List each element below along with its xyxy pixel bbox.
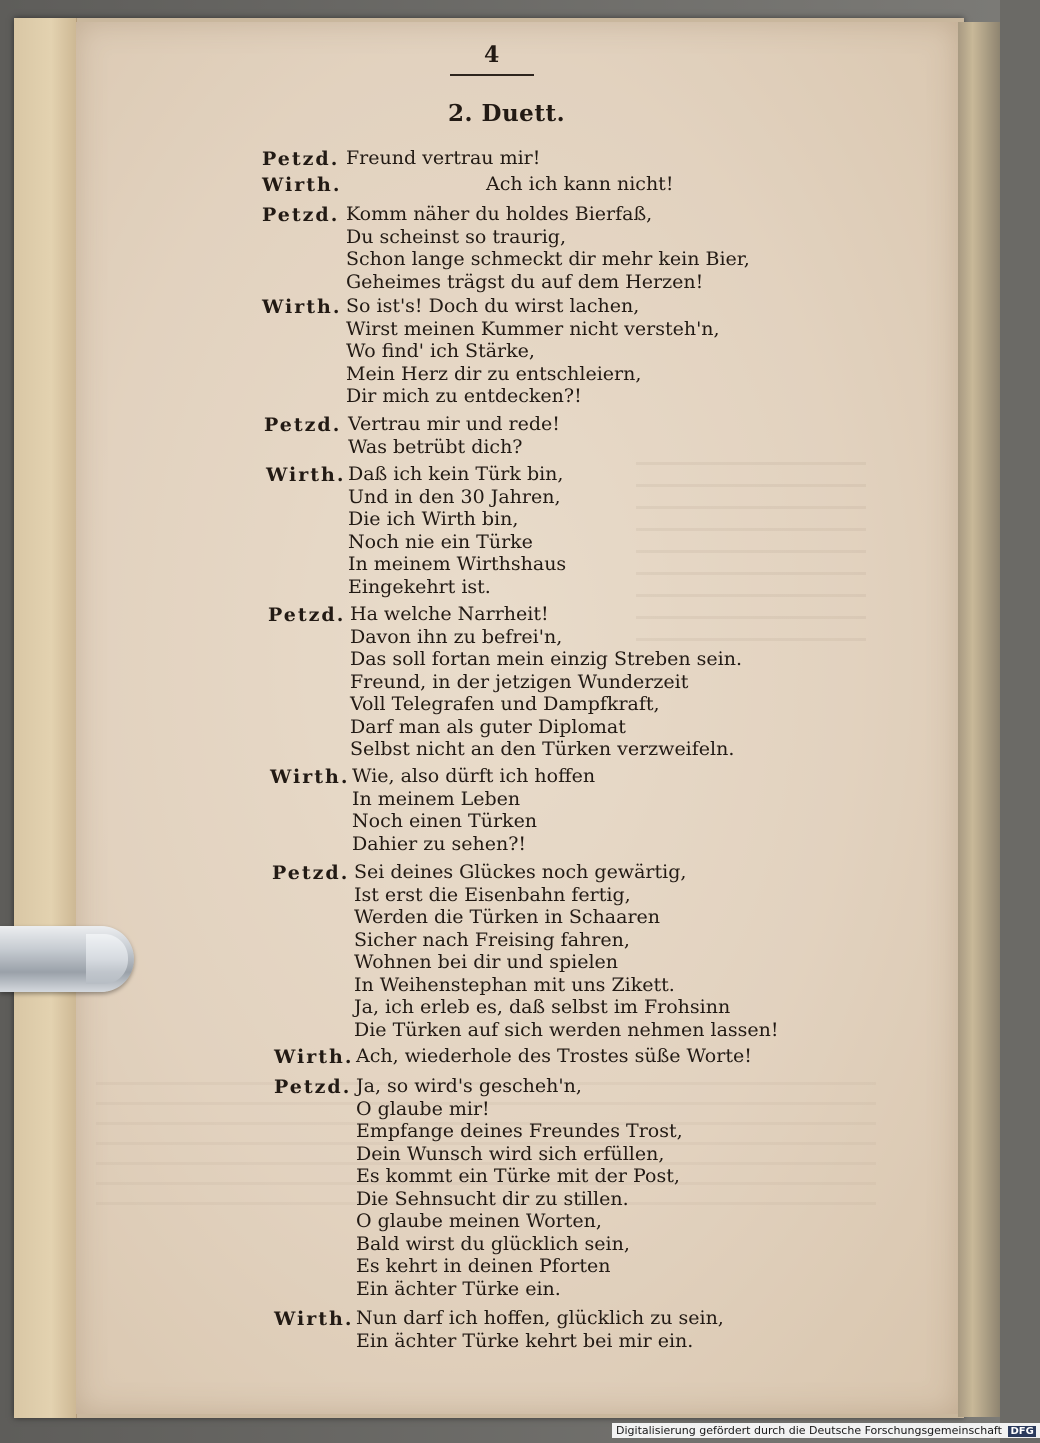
spine-strip bbox=[14, 18, 77, 1418]
speaker-label: Petzd. bbox=[268, 604, 346, 626]
verse-line: Sicher nach Freising fahren, bbox=[354, 928, 630, 951]
speaker-label: Petzd. bbox=[262, 204, 340, 226]
verse-line: Ach, wiederhole des Trostes süße Worte! bbox=[356, 1045, 752, 1067]
verse-block bbox=[486, 173, 673, 196]
verse-line: Das soll fortan mein einzig Streben sein. bbox=[350, 648, 742, 670]
speaker-label: Petzd. bbox=[272, 862, 350, 884]
page-number: 4 bbox=[484, 42, 500, 68]
verse-line: Die Sehnsucht dir zu stillen. bbox=[356, 1187, 629, 1210]
verse-line: So ist's! Doch du wirst lachen, bbox=[346, 295, 640, 317]
section-title: 2. Duett. bbox=[448, 100, 566, 127]
verse-line: Nun darf ich hoffen, glücklich zu sein, bbox=[356, 1307, 724, 1329]
verse-line: Ach ich kann nicht! bbox=[486, 173, 674, 195]
verse-line: Sei deines Glückes noch gewärtig, bbox=[354, 861, 687, 883]
speaker-label: Wirth. bbox=[274, 1046, 354, 1068]
verse-line: Davon ihn zu befrei'n, bbox=[350, 625, 563, 648]
verse-line: Die ich Wirth bin, bbox=[348, 508, 519, 530]
verse-line: Eingekehrt ist. bbox=[348, 575, 491, 598]
verse-line: Ja, ich erleb es, daß selbst im Frohsinn bbox=[354, 996, 731, 1018]
verse-line: Schon lange schmeckt dir mehr kein Bier, bbox=[346, 248, 750, 270]
verse-line: Es kommt ein Türke mit der Post, bbox=[356, 1165, 680, 1187]
credit-text: Digitalisierung gefördert durch die Deutsche Forschungsgemeinschaft bbox=[616, 1424, 1002, 1437]
verse-line: Noch einen Türken bbox=[352, 810, 538, 832]
verse-block bbox=[350, 603, 742, 761]
verse-line: Und in den 30 Jahren, bbox=[348, 485, 561, 508]
verse-line: Freund vertrau mir! bbox=[346, 147, 541, 169]
speaker-label: Petzd. bbox=[262, 148, 340, 170]
right-page-edge bbox=[958, 22, 1000, 1417]
verse-line: Ist erst die Eisenbahn fertig, bbox=[354, 883, 631, 906]
verse-line: Wie, also dürft ich hoffen bbox=[352, 765, 596, 787]
verse-block bbox=[346, 295, 720, 408]
verse-line: Mein Herz dir zu entschleiern, bbox=[346, 362, 642, 385]
verse-line: Vertrau mir und rede! bbox=[348, 413, 560, 435]
verse-line: Daß ich kein Türk bin, bbox=[348, 463, 564, 485]
verse-line: Dahier zu sehen?! bbox=[352, 832, 527, 855]
verse-line: Empfange deines Freundes Trost, bbox=[356, 1120, 683, 1142]
verse-block bbox=[346, 203, 750, 293]
verse-line: Ein ächter Türke kehrt bei mir ein. bbox=[356, 1329, 694, 1352]
verse-line: Selbst nicht an den Türken verzweifeln. bbox=[350, 738, 735, 760]
header-rule bbox=[450, 74, 534, 76]
speaker-label: Wirth. bbox=[262, 296, 342, 318]
verse-line: In Weihenstephan mit uns Zikett. bbox=[354, 973, 675, 996]
speaker-label: Wirth. bbox=[266, 464, 346, 486]
verse-block bbox=[356, 1075, 683, 1300]
verse-line: Noch nie ein Türke bbox=[348, 530, 533, 553]
dfg-logo: DFG bbox=[1010, 1426, 1034, 1437]
verse-line: O glaube mir! bbox=[356, 1097, 490, 1120]
verse-line: Darf man als guter Diplomat bbox=[350, 715, 626, 738]
verse-line: Geheimes trägst du auf dem Herzen! bbox=[346, 270, 704, 293]
speaker-label: Wirth. bbox=[274, 1308, 354, 1330]
speaker-label: Wirth. bbox=[262, 174, 342, 196]
verse-block bbox=[354, 861, 779, 1041]
verse-line: Es kehrt in deinen Pforten bbox=[356, 1255, 611, 1277]
verse-line: Was betrübt dich? bbox=[348, 435, 523, 458]
verse-line: Voll Telegrafen und Dampfkraft, bbox=[350, 693, 660, 715]
verse-line: O glaube meinen Worten, bbox=[356, 1210, 602, 1232]
verse-block bbox=[348, 413, 560, 458]
verse-block bbox=[356, 1045, 752, 1068]
verse-line: Ein ächter Türke ein. bbox=[356, 1277, 561, 1300]
verse-line: Bald wirst du glücklich sein, bbox=[356, 1232, 630, 1255]
digitization-credit bbox=[612, 1423, 1040, 1438]
verse-line: In meinem Leben bbox=[352, 787, 521, 810]
verse-line: Ha welche Narrheit! bbox=[350, 603, 549, 625]
verse-line: Freund, in der jetzigen Wunderzeit bbox=[350, 670, 689, 693]
speaker-label: Wirth. bbox=[270, 766, 350, 788]
speaker-label: Petzd. bbox=[274, 1076, 352, 1098]
speaker-label: Petzd. bbox=[264, 414, 342, 436]
verse-block bbox=[352, 765, 595, 855]
verse-line: Wo find' ich Stärke, bbox=[346, 340, 535, 362]
verse-line: Wirst meinen Kummer nicht versteh'n, bbox=[346, 317, 720, 340]
verse-line: Die Türken auf sich werden nehmen lassen! bbox=[354, 1018, 779, 1041]
verse-line: Du scheinst so traurig, bbox=[346, 225, 566, 248]
verse-line: Dein Wunsch wird sich erfüllen, bbox=[356, 1142, 665, 1165]
verse-line: Wohnen bei dir und spielen bbox=[354, 951, 619, 973]
verse-line: In meinem Wirthshaus bbox=[348, 553, 567, 575]
verse-line: Komm näher du holdes Bierfaß, bbox=[346, 203, 653, 225]
verse-line: Dir mich zu entdecken?! bbox=[346, 385, 582, 407]
verse-line: Ja, so wird's gescheh'n, bbox=[356, 1075, 582, 1097]
verse-block bbox=[356, 1307, 724, 1352]
verse-line: Werden die Türken in Schaaren bbox=[354, 906, 661, 928]
verse-block bbox=[346, 147, 540, 170]
verse-block bbox=[348, 463, 566, 598]
